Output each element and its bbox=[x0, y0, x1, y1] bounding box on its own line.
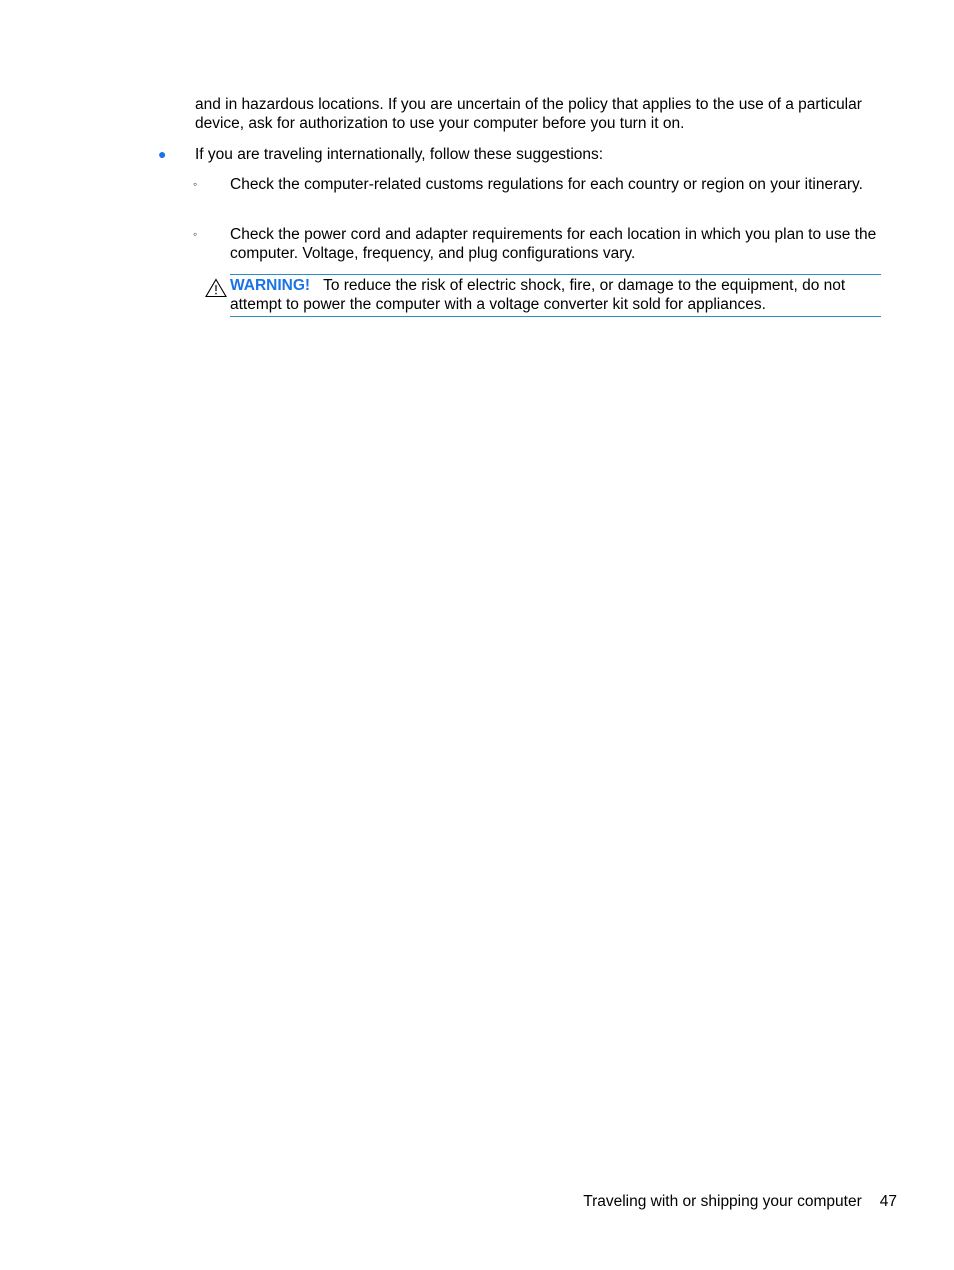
warning-triangle-icon bbox=[205, 278, 227, 298]
footer-chapter-title: Traveling with or shipping your computer bbox=[583, 1193, 862, 1210]
continuation-paragraph: and in hazardous locations. If you are uncertain of the policy that applies to the use of a particular device, ask for authorization to use your computer before you turn it on. bbox=[195, 96, 862, 132]
warning-text: To reduce the risk of electric shock, fire, or damage to the equipment, do not attempt to power the computer with a voltage converter kit sold for appliances. bbox=[230, 277, 846, 313]
sub-list-item-text: Check the power cord and adapter requirements for each location in which you plan to use the computer. Voltage, frequency, and plug configurations vary. bbox=[230, 226, 877, 262]
sub-bullet-icon: ◦ bbox=[193, 227, 198, 241]
bullet-text: If you are traveling internationally, follow these suggestions: bbox=[195, 146, 604, 163]
bullet-dot-icon: ● bbox=[158, 146, 167, 162]
sub-list-item-text: Check the computer-related customs regulations for each country or region on your itinerary. bbox=[230, 176, 863, 193]
warning-box bbox=[230, 274, 881, 317]
sub-bullet-icon: ◦ bbox=[193, 177, 198, 191]
page-footer bbox=[560, 1192, 897, 1211]
warning-label: WARNING! bbox=[230, 277, 311, 294]
page-number: 47 bbox=[879, 1193, 897, 1210]
